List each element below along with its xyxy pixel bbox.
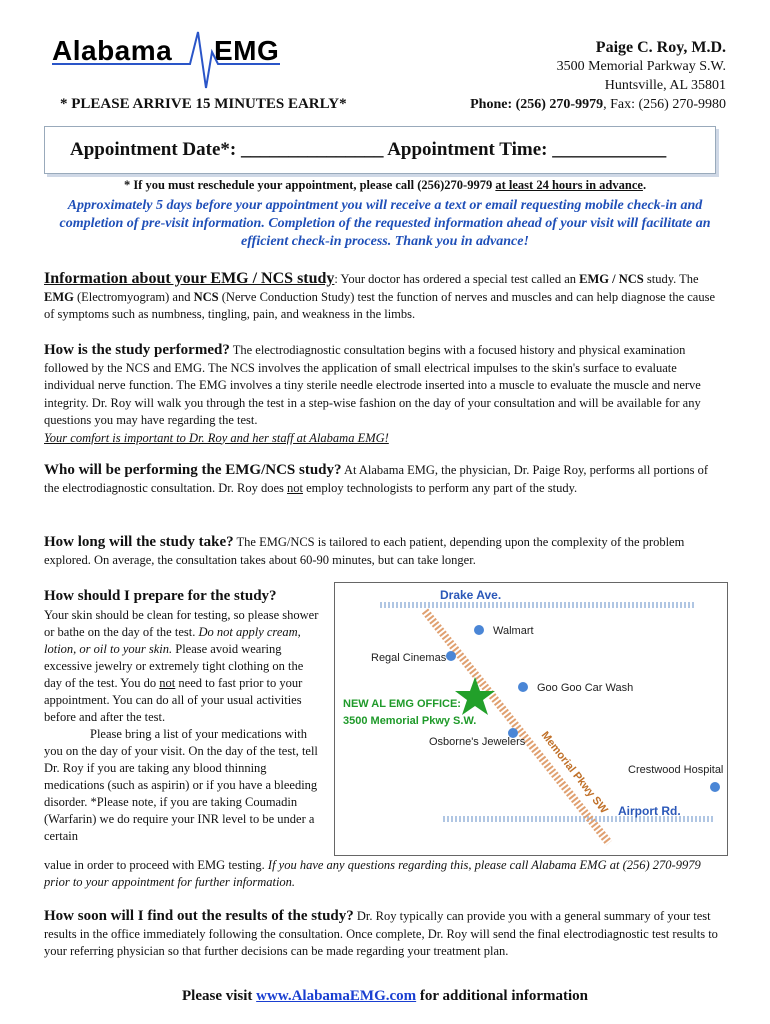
long-body: The EMG/NCS is tailored to each patient, depending upon the complexity of the problem explored. On average, the consultation takes about 60-90 minutes, but can take longer. [44,535,685,567]
memorial-label: Memorial Pkwy SW [538,729,610,816]
how-body: The electrodiagnostic consultation begins with a focused history and physical examination followed by the NCS and EMG. The NCS involves the application of small electrical impulses to the skin's surface to evaluate individual nerve function. The EMG involves a tiny sterile needle electrode inserted into a muscle to evaluate the muscle and nerve integrity. Dr. Roy will walk you through the test in a step-wise fashion on the day of your consultation and will be available for any questions you may have regarding the test. [44,343,701,427]
prep-body-1 [44,607,324,726]
doctor-name: Paige C. Roy, M.D. [595,39,726,56]
airport-label: Airport Rd. [618,804,681,818]
regal-label: Regal Cinemas [371,652,447,664]
results-section [44,908,724,961]
logo-graphic [52,22,282,102]
mobile-checkin-notice: Approximately 5 days before your appointment you will receive a text or email requesting mobile check-in and completion of pre-visit information. Completion of the requested information ahead of your visit will facilitate an efficient check-in process. Thank you in advance! [59,198,711,249]
long-heading: How long will the study take? [44,534,234,550]
who-not: not [287,480,303,495]
who-heading: Who will be performing the EMG/NCS study? [44,462,342,478]
logo-alabama-text: Alabama [52,35,173,66]
prep-italic: Do not apply cream, lotion, or oil to your skin. [44,625,301,656]
prep-text-c: need to fast prior to your appointment. You can do all of your usual activities before and after the test. [44,676,303,724]
who-performs-section [44,462,724,497]
appointment-date-time-field[interactable]: Appointment Date*: _______________ Appointment Time: ____________ [70,139,667,160]
how-heading: How is the study performed? [44,342,230,358]
reschedule-suffix: . [642,178,647,192]
reschedule-notice [0,178,770,193]
fax-number: , Fax: (256) 270-9980 [603,97,726,112]
logo-emg-text: EMG [214,35,280,66]
info-ncs: NCS [193,289,219,304]
memorial-road [425,611,609,843]
regal-marker [446,651,456,661]
who-body-b: employ technologists to perform any part of the study. [303,480,578,495]
office-label-1: NEW AL EMG OFFICE: [343,698,461,710]
footer [0,988,770,1005]
crestwood-marker [710,782,720,792]
info-body-a: : Your doctor has ordered a special test called an [334,272,580,286]
phone-fax-line [470,95,726,114]
prep-tail [44,857,724,891]
footer-suffix: for additional information [416,988,588,1004]
drake-label: Drake Ave. [440,588,502,602]
footer-prefix: Please visit [182,988,257,1004]
osborne-label: Osborne's Jewelers [429,736,526,748]
how-long-section [44,534,724,569]
prep-body-2: Please bring a list of your medications with you on the day of your visit. On the day of the test, tell Dr. Roy if you are taking any blood thinning medications (such as aspirin) or if you have a bleeding disorder. *Please note, if you are taking Coumadin (Warfarin) we do require your INR level to be under a certain [44,727,318,843]
office-label-2: 3500 Memorial Pkwy S.W. [343,715,477,727]
prep-heading: How should I prepare for the study? [44,588,277,604]
results-heading: How soon will I find out the results of the study? [44,908,354,924]
alabama-emg-logo [52,22,282,102]
doctor-contact-block [470,38,726,114]
info-body-c: (Electromyogram) and [73,289,194,304]
address-line-1: 3500 Memorial Parkway S.W. [556,59,726,74]
prep-text-a: Your skin should be clean for testing, so please shower or bathe on the day of the test. [44,608,319,639]
info-body-d: (Nerve Conduction Study) test the function of nerves and muscles and can help diagnose the cause of symptoms such as numbness, tingling, pain, and weakness in the limbs. [44,289,716,321]
how-performed-section [44,342,724,447]
map-svg [335,583,727,855]
arrive-early-notice: * PLEASE ARRIVE 15 MINUTES EARLY* [60,96,347,112]
who-body-a: At Alabama EMG, the physician, Dr. Paige Roy, performs all portions of the electrodiagnostic consultation. Dr. Roy does [44,463,709,495]
googoo-label: Goo Goo Car Wash [537,682,634,694]
comfort-note: Your comfort is important to Dr. Roy and her staff at Alabama EMG! [44,430,389,445]
info-heading: Information about your EMG / NCS study [44,270,335,287]
office-star-icon [455,677,495,715]
info-emg-ncs: EMG / NCS [579,272,644,286]
prep-tail-italic: If you have any questions regarding this, please call Alabama EMG at (256) 270-9979 prior to your appointment for further information. [44,858,701,889]
prep-section [44,588,324,845]
results-body: Dr. Roy typically can provide you with a general summary of your test results in the office immediately following the consultation. Once complete, Dr. Roy will send the final electrodiagnostic test results to your referring physician so that further decisions can be made regarding your treatment plan. [44,909,718,958]
prep-tail-a: value in order to proceed with EMG testing. [44,858,268,872]
info-section [44,270,724,324]
prep-not: not [159,676,176,690]
info-body-b: study. The [643,272,699,286]
walmart-marker [474,625,484,635]
reschedule-underlined: at least 24 hours in advance [495,178,643,192]
crestwood-label: Crestwood Hospital [628,764,724,776]
walmart-label: Walmart [493,625,534,637]
info-emg: EMG [44,289,74,304]
reschedule-prefix: * If you must reschedule your appointment, please call (256)270-9979 [123,178,496,192]
address-line-2: Huntsville, AL 35801 [604,78,726,93]
prep-text-b: Please avoid wearing excessive jewelry or extremely tight clothing on the day of the test. You do [44,642,304,690]
location-map [334,582,728,856]
googoo-marker [518,682,528,692]
phone-number: Phone: (256) 270-9979 [470,97,604,112]
website-link[interactable]: www.AlabamaEMG.com [256,988,417,1004]
